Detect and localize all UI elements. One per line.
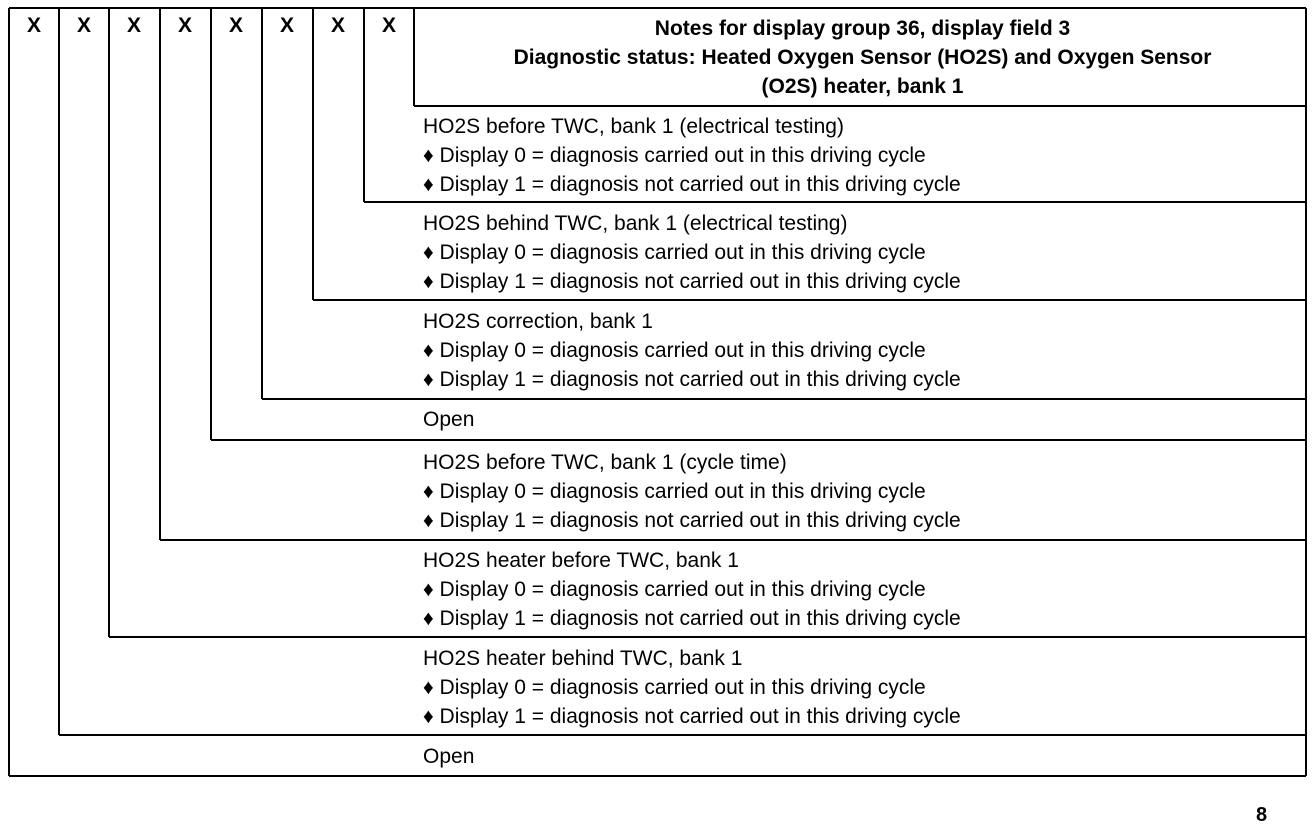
row-display-1: ♦ Display 1 = diagnosis not carried out in this driving cycle xyxy=(423,607,961,630)
bit-row-0-open: Open xyxy=(423,745,475,768)
row-display-0: ♦ Display 0 = diagnosis carried out in this driving cycle xyxy=(423,676,926,699)
header-line-1: Notes for display group 36, display field 3 xyxy=(654,17,1071,40)
bit-marker: X xyxy=(177,14,192,37)
bit-marker: X xyxy=(228,14,243,37)
bit-marker: X xyxy=(126,14,141,37)
bit-marker: X xyxy=(330,14,345,37)
row-display-0: ♦ Display 0 = diagnosis carried out in this driving cycle xyxy=(423,241,926,264)
bit-row-6 xyxy=(423,209,961,296)
row-title: HO2S before TWC, bank 1 (electrical testing) xyxy=(423,115,844,138)
bit-marker: X xyxy=(381,14,396,37)
row-display-1: ♦ Display 1 = diagnosis not carried out in this driving cycle xyxy=(423,509,961,532)
row-title: HO2S heater before TWC, bank 1 xyxy=(423,549,739,572)
header-line-3: (O2S) heater, bank 1 xyxy=(761,75,964,98)
row-title: HO2S correction, bank 1 xyxy=(423,310,653,333)
row-title: HO2S behind TWC, bank 1 (electrical testing) xyxy=(423,212,848,235)
row-display-0: ♦ Display 0 = diagnosis carried out in this driving cycle xyxy=(423,578,926,601)
bit-marker: X xyxy=(279,14,294,37)
row-title: HO2S before TWC, bank 1 (cycle time) xyxy=(423,451,787,474)
row-display-0: ♦ Display 0 = diagnosis carried out in this driving cycle xyxy=(423,339,926,362)
bit-row-1 xyxy=(423,644,961,731)
row-title: HO2S heater behind TWC, bank 1 xyxy=(423,647,743,670)
bit-marker: X xyxy=(26,14,41,37)
row-display-1: ♦ Display 1 = diagnosis not carried out in this driving cycle xyxy=(423,173,961,196)
row-display-1: ♦ Display 1 = diagnosis not carried out in this driving cycle xyxy=(423,705,961,728)
row-display-0: ♦ Display 0 = diagnosis carried out in this driving cycle xyxy=(423,144,926,167)
bit-row-5 xyxy=(423,307,961,394)
bit-row-3 xyxy=(423,448,961,535)
row-display-0: ♦ Display 0 = diagnosis carried out in this driving cycle xyxy=(423,480,926,503)
row-display-1: ♦ Display 1 = diagnosis not carried out in this driving cycle xyxy=(423,270,961,293)
table-header xyxy=(420,14,1305,101)
page-number: 8 xyxy=(1256,804,1268,826)
row-display-1: ♦ Display 1 = diagnosis not carried out in this driving cycle xyxy=(423,368,961,391)
header-line-2: Diagnostic status: Heated Oxygen Sensor (HO2S) and Oxygen Sensor xyxy=(513,46,1212,69)
bit-row-2 xyxy=(423,546,961,633)
bit-marker: X xyxy=(76,14,91,37)
bit-row-7 xyxy=(423,112,961,199)
bit-row-4-open: Open xyxy=(423,408,475,431)
